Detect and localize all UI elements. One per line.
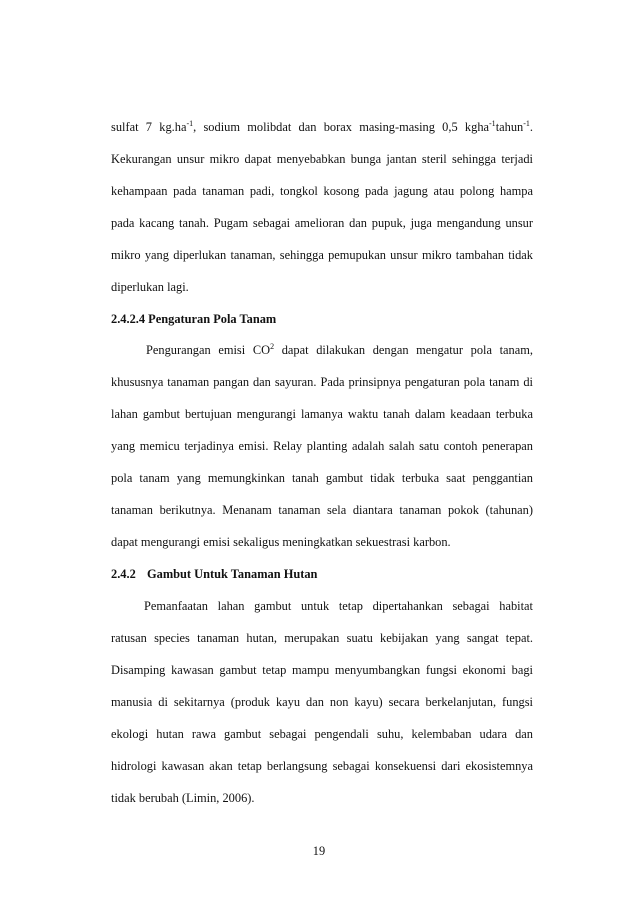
paragraph-line [146, 342, 533, 358]
section-heading [111, 566, 533, 582]
paragraph-line: tanaman berikutnya. Menanam tanaman sela diantara tanaman pokok (tahunan) [111, 503, 533, 517]
text-run: tahun [495, 120, 524, 134]
superscript: -1 [186, 118, 194, 128]
superscript: -1 [523, 118, 530, 128]
paragraph-line: pada kacang tanah. Pugam sebagai amelioran dan pupuk, juga mengandung unsur [111, 216, 533, 230]
page-number: 19 [312, 844, 326, 858]
text-run: . [529, 120, 533, 134]
paragraph-line: tidak berubah (Limin, 2006). [111, 791, 255, 805]
section-number: 2.4.2 [111, 567, 136, 581]
paragraph-line: Kekurangan unsur mikro dapat menyebabkan bunga jantan steril sehingga terjadi [111, 152, 533, 166]
paragraph-line: Disamping kawasan gambut tetap mampu menyumbangkan fungsi ekonomi bagi [111, 663, 533, 677]
paragraph-line: yang memicu terjadinya emisi. Relay planting adalah salah satu contoh penerapan [111, 439, 533, 453]
paragraph-line: pola tanam yang memungkinkan tanah gambut tidak terbuka saat penggantian [111, 471, 533, 485]
paragraph-line: diperlukan lagi. [111, 280, 189, 294]
paragraph-line: hidrologi kawasan akan tetap berlangsung sebagai konsekuensi dari ekosistemnya [111, 759, 533, 773]
paragraph-line: manusia di sekitarnya (produk kayu dan non kayu) secara berkelanjutan, fungsi [111, 695, 533, 709]
paragraph-line [111, 119, 533, 135]
paragraph-line: ekologi hutan rawa gambut sebagai pengendali suhu, kelembaban udara dan [111, 727, 533, 741]
superscript: 2 [270, 341, 275, 351]
paragraph-line: Pemanfaatan lahan gambut untuk tetap dipertahankan sebagai habitat [144, 599, 533, 613]
section-heading: 2.4.2.4 Pengaturan Pola Tanam [111, 312, 277, 326]
paragraph-line: kehampaan pada tanaman padi, tongkol kosong pada jagung atau polong hampa [111, 184, 533, 198]
paragraph-line: ratusan species tanaman hutan, merupakan suatu kebijakan yang sangat tepat. [111, 631, 533, 645]
text-run: dapat dilakukan dengan mengatur pola tanam, [274, 343, 533, 357]
superscript: -1 [489, 118, 496, 128]
paragraph-line: lahan gambut bertujuan mengurangi lamanya waktu tanah dalam keadaan terbuka [111, 407, 533, 421]
text-run: sulfat 7 kg.ha [111, 120, 187, 134]
text-run: , sodium molibdat dan borax masing-masing 0,5 kgha [193, 120, 490, 134]
paragraph-line: mikro yang diperlukan tanaman, sehingga pemupukan unsur mikro tambahan tidak [111, 248, 533, 262]
section-title: Gambut Untuk Tanaman Hutan [147, 567, 318, 581]
paragraph-line: dapat mengurangi emisi sekaligus meningkatkan sekuestrasi karbon. [111, 535, 451, 549]
text-run: Pengurangan emisi CO [146, 343, 271, 357]
paragraph-line: khususnya tanaman pangan dan sayuran. Pada prinsipnya pengaturan pola tanam di [111, 375, 533, 389]
